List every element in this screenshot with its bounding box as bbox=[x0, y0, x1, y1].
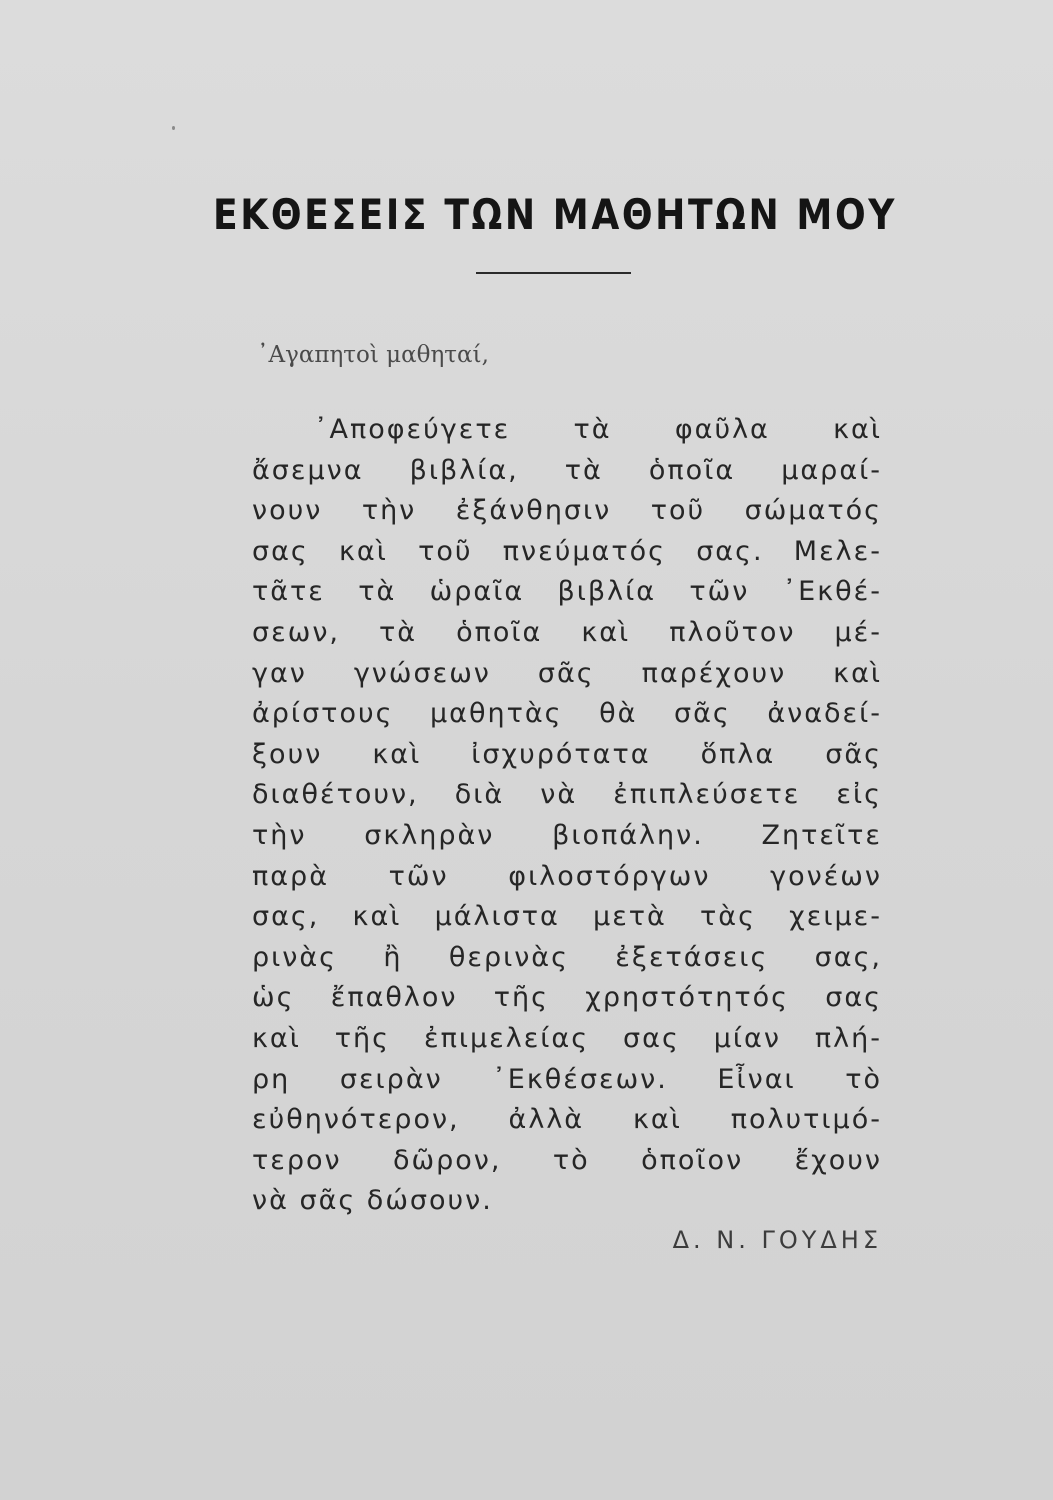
body-line: τὴν σκληρὰν βιοπάλην. Ζητεῖτε bbox=[252, 819, 882, 851]
body-line: καὶ τῆς ἐπιμελείας σας μίαν πλή- bbox=[252, 1022, 882, 1054]
body-line: ᾿Αποφεύγετε τὰ φαῦλα καὶ bbox=[314, 414, 882, 445]
author-signature: Δ. Ν. ΓΟΥΔΗΣ bbox=[672, 1226, 882, 1254]
body-line: διαθέτουν, διὰ νὰ ἐπιπλεύσετε εἰς bbox=[252, 779, 882, 811]
body-line: γαν γνώσεων σᾶς παρέχουν καὶ bbox=[252, 657, 882, 689]
body-line: σεων, τὰ ὁποῖα καὶ πλοῦτον μέ- bbox=[252, 616, 882, 648]
body-line: σας καὶ τοῦ πνεύματός σας. Μελε- bbox=[252, 535, 882, 567]
body-line: ρη σειρὰν ᾿Εκθέσεων. Εἶναι τὸ bbox=[252, 1063, 882, 1095]
body-line: ἄσεμνα βιβλία, τὰ ὁποῖα μαραί- bbox=[252, 454, 882, 486]
body-line: εὐθηνότερον, ἀλλὰ καὶ πολυτιμό- bbox=[252, 1104, 882, 1136]
body-line: σας, καὶ μάλιστα μετὰ τὰς χειμε- bbox=[252, 901, 882, 933]
body-line: ρινὰς ἢ θερινὰς ἐξετάσεις σας, bbox=[252, 941, 882, 973]
body-line: νὰ σᾶς δώσουν. bbox=[252, 1185, 493, 1217]
body-line: ξουν καὶ ἰσχυρότατα ὅπλα σᾶς bbox=[252, 738, 882, 770]
salutation: ᾿Αγαπητοὶ μαθηταί, bbox=[257, 342, 489, 368]
body-line: τερον δῶρον, τὸ ὁποῖον ἔχουν bbox=[252, 1144, 882, 1176]
body-line: νουν τὴν ἐξάνθησιν τοῦ σώματός bbox=[252, 495, 882, 527]
body-line: παρὰ τῶν φιλοστόργων γονέων bbox=[252, 860, 882, 892]
paper-speck bbox=[172, 126, 175, 130]
page-title: ΕΚΘΕΣΕΙΣ ΤΩΝ ΜΑΘΗΤΩΝ ΜΟΥ bbox=[213, 190, 897, 239]
body-line: ὡς ἔπαθλον τῆς χρηστότητός σας bbox=[252, 982, 882, 1014]
body-paragraph bbox=[252, 410, 882, 1222]
title-divider bbox=[476, 272, 631, 274]
body-line: ἀρίστους μαθητὰς θὰ σᾶς ἀναδεί- bbox=[252, 698, 882, 730]
body-line: τᾶτε τὰ ὡραῖα βιβλία τῶν ᾿Εκθέ- bbox=[252, 576, 882, 608]
